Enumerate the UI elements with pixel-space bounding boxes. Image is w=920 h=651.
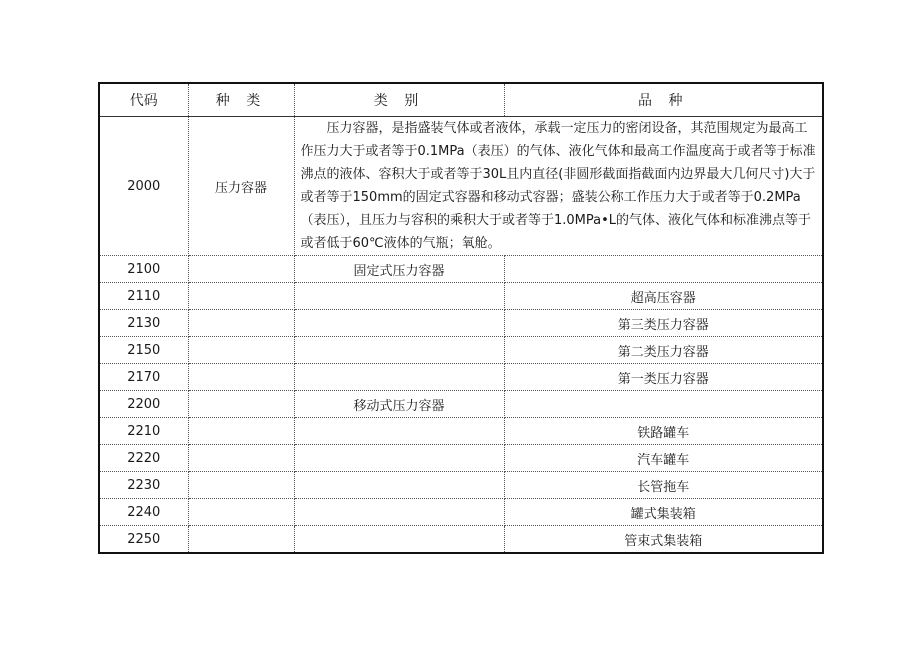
row-kind [188,364,294,391]
row-code: 2100 [99,256,188,283]
row-kind [188,283,294,310]
row-category [294,418,504,445]
row-kind [188,526,294,554]
table-row [99,256,823,283]
row-code: 2150 [99,337,188,364]
row-variety: 铁路罐车 [504,418,823,445]
header-kind: 种 类 [188,83,294,117]
row-kind [188,499,294,526]
row-kind [188,445,294,472]
row-code: 2250 [99,526,188,554]
table-row [99,310,823,337]
equipment-classification-table [98,82,824,554]
table-row [99,418,823,445]
row-category: 移动式压力容器 [294,391,504,418]
row-category [294,364,504,391]
row-kind [188,391,294,418]
table-row [99,364,823,391]
row-variety [504,256,823,283]
row-code: 2110 [99,283,188,310]
row-code: 2130 [99,310,188,337]
row-kind [188,256,294,283]
definition-kind: 压力容器 [188,117,294,256]
header-code: 代码 [99,83,188,117]
row-kind [188,310,294,337]
row-code: 2210 [99,418,188,445]
row-category [294,445,504,472]
table-row [99,391,823,418]
row-variety: 长管拖车 [504,472,823,499]
table-row [99,337,823,364]
row-category [294,283,504,310]
row-category: 固定式压力容器 [294,256,504,283]
row-kind [188,337,294,364]
row-category [294,310,504,337]
row-variety: 第三类压力容器 [504,310,823,337]
header-category: 类 别 [294,83,504,117]
row-variety [504,391,823,418]
definition-row [99,117,823,256]
table-row [99,499,823,526]
table-row [99,472,823,499]
row-variety: 汽车罐车 [504,445,823,472]
row-code: 2230 [99,472,188,499]
row-variety: 第一类压力容器 [504,364,823,391]
table-header-row [99,83,823,117]
row-category [294,337,504,364]
row-category [294,472,504,499]
row-variety: 管束式集装箱 [504,526,823,554]
row-code: 2200 [99,391,188,418]
definition-description: 压力容器，是指盛装气体或者液体，承载一定压力的密闭设备，其范围规定为最高工作压力大于或者等于0.1MPa（表压）的气体、液化气体和最高工作温度高于或者等于标准沸点的液体、容积大于或者等于30L且内直径(非圆形截面指截面内边界最大几何尺寸)大于或者等于150mm的固定式容器和移动式容器；盛装公称工作压力大于或者等于0.2MPa（表压），且压力与容积的乘积大于或者等于1.0MPa•L的气体、液化气体和标准沸点等于或者低于60℃液体的气瓶；氧舱。 [300,121,816,251]
table-row [99,526,823,554]
row-variety: 超高压容器 [504,283,823,310]
row-category [294,499,504,526]
table-row [99,283,823,310]
row-code: 2220 [99,445,188,472]
definition-description-cell [294,117,823,256]
row-variety: 罐式集装箱 [504,499,823,526]
row-kind [188,472,294,499]
definition-code: 2000 [99,117,188,256]
header-variety: 品 种 [504,83,823,117]
row-kind [188,418,294,445]
table-row [99,445,823,472]
row-code: 2240 [99,499,188,526]
row-variety: 第二类压力容器 [504,337,823,364]
row-category [294,526,504,554]
row-code: 2170 [99,364,188,391]
